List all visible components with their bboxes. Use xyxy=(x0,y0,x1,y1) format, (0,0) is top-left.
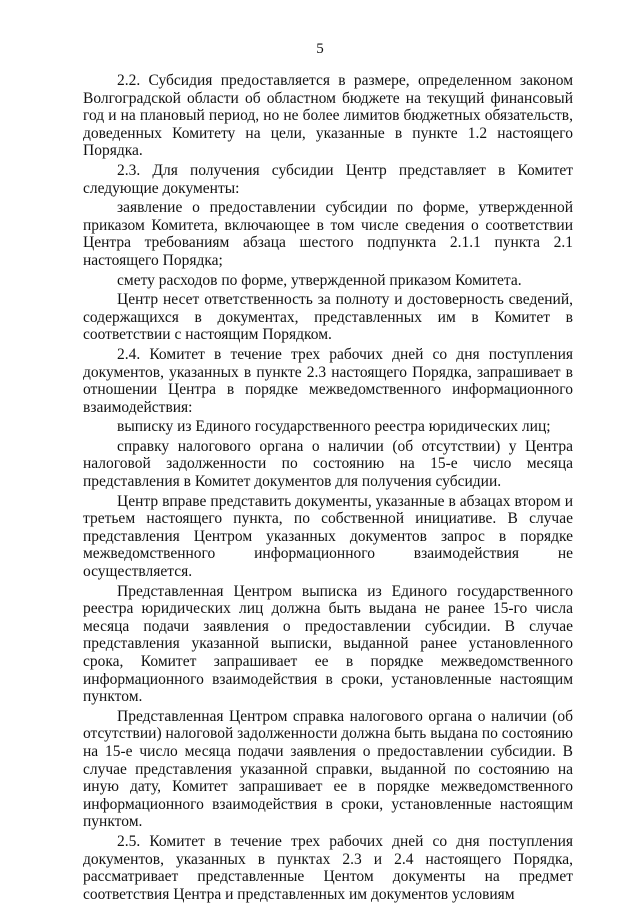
paragraph-responsibility: Центр несет ответственность за полноту и достоверность сведений, содержащихся в документах, представленных им в Комитет в соответствии с настоящим Порядком. xyxy=(83,291,573,344)
paragraph-2-2: 2.2. Субсидия предоставляется в размере, определенном законом Волгоградской области об областном бюджете на текущий финансовый год и на плановый период, но не более лимитов бюджетных обязательств, доведенных Комитету на цели, указанные в пункте 1.2 настоящего Порядка. xyxy=(83,72,573,160)
paragraph-2-4: 2.4. Комитет в течение трех рабочих дней со дня поступления документов, указанных в пункте 2.3 настоящего Порядка, запрашивает в отношении Центра в порядке межведомственного информационного взаимодействия: xyxy=(83,345,573,416)
paragraph-registry-extract: выписку из Единого государственного реестра юридических лиц; xyxy=(117,418,551,436)
paragraph-tax-certificate: справку налогового органа о наличии (об отсутствии) у Центра налоговой задолженности по состоянию на 15-е число месяца представления в Комитет документов для получения субсидии. xyxy=(83,437,573,491)
document-body xyxy=(83,72,573,905)
paragraph-certificate-validity: Представленная Центром справка налогового органа о наличии (об отсутствии) налоговой задолженности должна быть выдана по состоянию на 15-е число месяца подачи заявления о предоставлении субсидии. В случае представления указанной справки, выданной по состоянию на иную дату, Комитет запрашивает ее в порядке межведомственного информационного взаимодействия в сроки, установленные настоящим пунктом. xyxy=(83,707,573,831)
page-number: 5 xyxy=(316,41,324,57)
paragraph-extract-validity: Представленная Центром выписка из Единого государственного реестра юридических лиц должна быть выдана не ранее 15-го числа месяца подачи заявления о предоставлении субсидии. В случае представления указанной выписки, выданной ранее установленного срока, Комитет запрашивает ее в порядке межведомственного информационного взаимодействия в сроки, установленные настоящим пунктом. xyxy=(83,582,573,706)
paragraph-application: заявление о предоставлении субсидии по форме, утвержденной приказом Комитета, включающее в том числе сведения о соответствии Центра требованиям абзаца шестого подпункта 2.1.1 пункта 2.1 настоящего Порядка; xyxy=(83,199,573,269)
paragraph-2-3: 2.3. Для получения субсидии Центр представляет в Комитет следующие документы: xyxy=(83,161,573,197)
paragraph-budget-estimate: смету расходов по форме, утвержденной приказом Комитета. xyxy=(117,271,522,289)
paragraph-own-initiative: Центр вправе представить документы, указанные в абзацах втором и третьем настоящего пункта, по собственной инициативе. В случае представления Центром указанных документов запрос в порядке межведомственного информационного взаимодействия не осуществляется. xyxy=(83,492,573,581)
paragraph-2-5: 2.5. Комитет в течение трех рабочих дней со дня поступления документов, указанных в пунктах 2.3 и 2.4 настоящего Порядка, рассматривает представленные Центом документы на предмет соответствия Центра и представленных им документов условиям xyxy=(83,832,573,903)
